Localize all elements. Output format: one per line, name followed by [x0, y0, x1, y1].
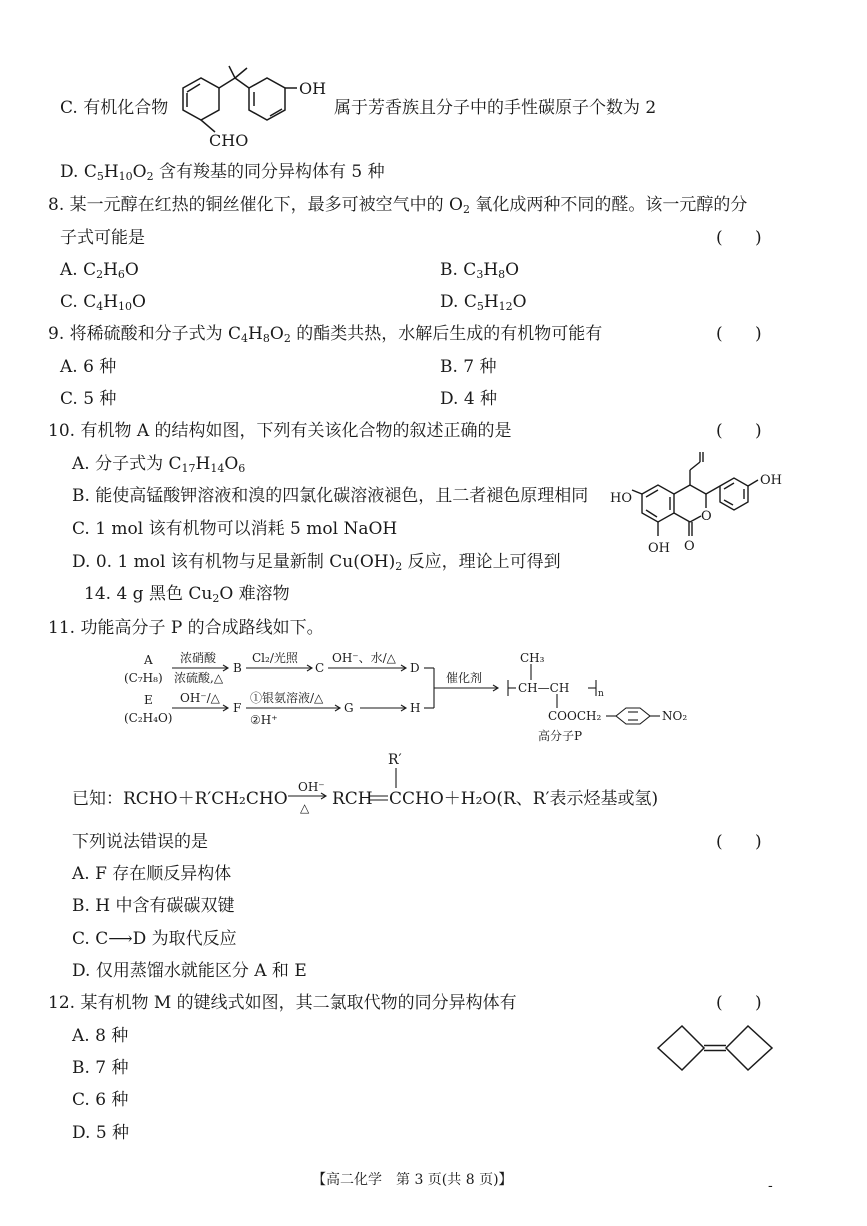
arrow-icon: ⟶: [108, 929, 133, 949]
svg-text:OH⁻、水/△: OH⁻、水/△: [332, 651, 396, 665]
q10-option-b[interactable]: B. 能使高锰酸钾溶液和溴的四氯化碳溶液褪色，且二者褪色原理相同: [72, 486, 589, 506]
q10-option-d[interactable]: D. 0. 1 mol 该有机物与足量新制 $Cu(OH)_2$ 反应，理论上可得到: [72, 552, 561, 573]
q10-oh-phenyl: OH: [760, 473, 782, 488]
svg-text:(C₇H₈): (C₇H₈): [124, 671, 163, 685]
svg-text:OH⁻: OH⁻: [298, 780, 325, 794]
q9-option-b[interactable]: B. 7 种: [440, 357, 497, 377]
q11-ask: 下列说法错误的是: [72, 832, 208, 852]
svg-text:浓硫酸,△: 浓硫酸,△: [174, 671, 224, 685]
q9-option-c[interactable]: C. 5 种: [60, 389, 117, 409]
svg-text:②H⁺: ②H⁺: [250, 713, 278, 727]
q12-structure: [654, 1020, 784, 1080]
q12-option-c[interactable]: C. 6 种: [72, 1090, 129, 1110]
svg-text:OH⁻/△: OH⁻/△: [180, 691, 220, 705]
svg-text:COOCH₂: COOCH₂: [548, 709, 602, 723]
q7-oh-label: OH: [299, 79, 327, 98]
q8-option-d[interactable]: D. $C_5H_{12}O$: [440, 292, 527, 313]
q8-option-c[interactable]: C. $C_4H_{10}O$: [60, 292, 146, 313]
svg-text:(C₂H₄O): (C₂H₄O): [124, 711, 173, 725]
q8-option-a[interactable]: A. $C_2H_6O$: [60, 260, 139, 281]
page-footer: 【高二化学 第 3 页(共 8 页)】: [312, 1172, 513, 1188]
q10-option-a[interactable]: A. 分子式为 $C_{17}H_{14}O_6$: [72, 454, 246, 475]
svg-text:浓硝酸: 浓硝酸: [180, 651, 217, 665]
q12-answer-paren[interactable]: ( ): [716, 993, 762, 1013]
q10-answer-paren[interactable]: ( ): [716, 421, 762, 441]
q9-option-d[interactable]: D. 4 种: [440, 389, 498, 409]
svg-text:①银氨溶液/△: ①银氨溶液/△: [250, 691, 324, 705]
q11-known-product-tail: CCHO＋H₂O(R、R′表示烃基或氢): [389, 789, 659, 809]
q12-option-b[interactable]: B. 7 种: [72, 1058, 129, 1078]
q7-cho-label: CHO: [209, 131, 249, 150]
svg-text:E: E: [144, 693, 153, 707]
svg-text:C: C: [315, 661, 325, 675]
q11-option-d[interactable]: D. 仅用蒸馏水就能区分 A 和 E: [72, 961, 307, 981]
svg-text:F: F: [233, 701, 242, 715]
q12-stem: 12. 某有机物 M 的键线式如图，其二氯取代物的同分异构体有: [48, 993, 517, 1013]
q10-option-c[interactable]: C. 1 mol 该有机物可以消耗 5 mol NaOH: [72, 519, 398, 539]
q12-option-a[interactable]: A. 8 种: [72, 1026, 129, 1046]
svg-text:B: B: [233, 661, 242, 675]
q9-answer-paren[interactable]: ( ): [716, 324, 762, 344]
q11-known-arrow: [284, 776, 334, 816]
svg-text:△: △: [300, 801, 310, 815]
q8-option-b[interactable]: B. $C_3H_8O$: [440, 260, 520, 281]
q10-ho-left: HO: [610, 491, 632, 506]
svg-text:D: D: [410, 661, 420, 675]
q11-synthesis-route: [116, 646, 736, 746]
q9-option-a[interactable]: A. 6 种: [60, 357, 117, 377]
q8-stem-line1: 8. 某一元醇在红热的铜丝催化下，最多可被空气中的 $O_2$ 氧化成两种不同的醛。该一元醇的分: [48, 195, 748, 216]
svg-text:高分子P: 高分子P: [538, 729, 583, 743]
q10-option-d-line2: 14. 4 g 黑色 $Cu_2O$ 难溶物: [84, 584, 290, 605]
q12-option-d[interactable]: D. 5 种: [72, 1123, 130, 1143]
svg-text:G: G: [344, 701, 354, 715]
q11-known-product: RCH: [332, 789, 373, 809]
svg-text:H: H: [410, 701, 421, 715]
q7-option-c-suffix: 属于芳香族且分子中的手性碳原子个数为 2: [334, 98, 657, 118]
q11-known-reaction: 已知：RCHO＋R′CH₂CHO: [72, 789, 288, 809]
q10-oh-bottom: OH: [648, 541, 670, 556]
q11-option-b[interactable]: B. H 中含有碳碳双键: [72, 896, 235, 916]
q7-structure: [173, 60, 343, 160]
svg-text:NO₂: NO₂: [662, 709, 688, 723]
q10-stem: 10. 有机物 A 的结构如图，下列有关该化合物的叙述正确的是: [48, 421, 512, 441]
svg-text:CH₃: CH₃: [520, 651, 545, 665]
svg-text:Cl₂/光照: Cl₂/光照: [252, 651, 298, 665]
q10-carbonyl-o: O: [684, 539, 695, 554]
svg-text:n: n: [598, 689, 604, 699]
q8-stem-line2: 子式可能是: [60, 228, 145, 248]
q11-stem: 11. 功能高分子 P 的合成路线如下。: [48, 618, 324, 638]
q10-ring-o: O: [701, 509, 712, 524]
svg-text:R′: R′: [388, 752, 402, 768]
corner-mark: -: [768, 1178, 773, 1194]
q7-option-d: D. $C_5H_{10}O_2$ 含有羧基的同分异构体有 5 种: [60, 162, 385, 183]
q8-answer-paren[interactable]: ( ): [716, 228, 762, 248]
q9-stem: 9. 将稀硫酸和分子式为 $C_4H_8O_2$ 的酯类共热，水解后生成的有机物可能有: [48, 324, 603, 345]
svg-text:CH—CH: CH—CH: [518, 681, 570, 695]
svg-text:A: A: [144, 653, 153, 667]
svg-text:催化剂: 催化剂: [446, 671, 483, 685]
q7-option-c: C. 有机化合物: [60, 98, 169, 118]
q10-structure: [608, 450, 788, 570]
q11-option-c[interactable]: C. C⟶D 为取代反应: [72, 929, 237, 949]
q11-answer-paren[interactable]: ( ): [716, 832, 762, 852]
q11-option-a[interactable]: A. F 存在顺反异构体: [72, 864, 232, 884]
